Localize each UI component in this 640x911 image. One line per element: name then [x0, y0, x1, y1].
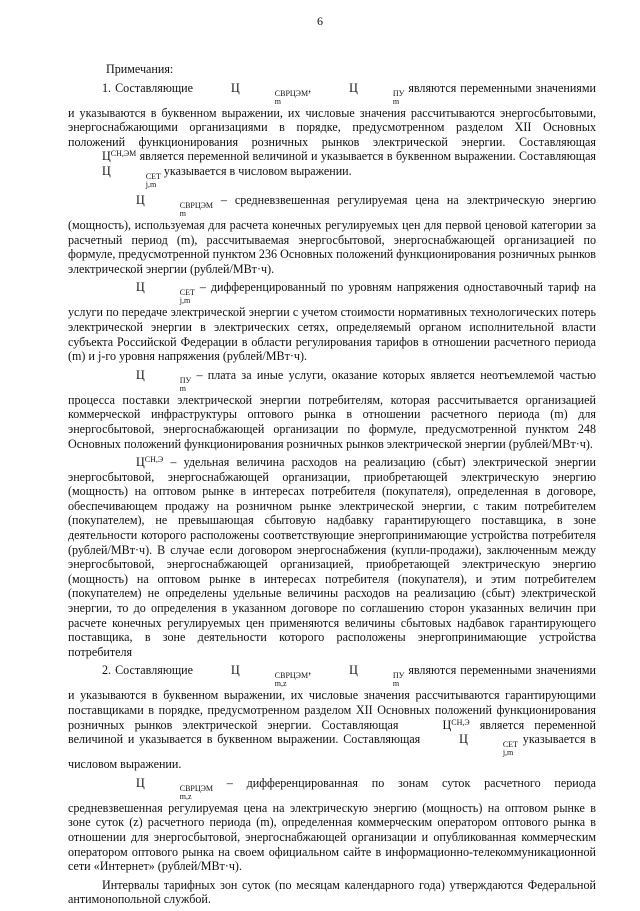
note-2-body: являются переменными значениями и указываются в буквенном выражении, их числовые значения рассчитываются гарантирующими поставщиками в порядке, предусмотренном разделом XII Основных положений функционирования розничных рынков электрической энергии. Составляющая [68, 663, 596, 732]
definition-svrcem-z: Ц СВРЦЭМ m,z – дифференцированная по зонам суток расчетного периода средневзвешенная регулируемая цена на электрическую энергию (мощность) на оптовом рынке в зоне суток (z) расчетного периода (m), определенная коммерческим оператором оптового рынка в отношении для энергосбытовой, энергоснабжающей организации и опубликованная коммерческим оператором оптового рынка на своем официальном сайте в информационно-телекоммуникационной сети «Интернет» (рублей/МВт·ч). [68, 775, 596, 874]
symbol-c-pu-m: Ц ПУ m [349, 80, 405, 106]
symbol-c-set-jm: Ц СЕТ j,m [459, 732, 518, 758]
definition-svrcem: Ц СВРЦЭМ m – средневзвешенная регулируемая цена на электрическую энергию (мощность), используемая для расчета конечных регулируемых цен для первой ценовой категории за расчетный период (m), рассчитываемая энергосбытовой, энергоснабжающей организацией по формуле, предусмотренной пунктом 236 Основных положений функционирования розничных рынков электрической энергии (рублей/МВт·ч). [68, 192, 596, 276]
symbol-c-set-jm: Ц СЕТ j,m [102, 163, 161, 189]
definition-set: Ц СЕТ j,m – дифференцированный по уровням напряжения одноставочный тариф на услуги по передаче электрической энергии с учетом стоимости нормативных технологических потерь электрической энергии в электрических сетях, определяемый органом исполнительной власти субъекта Российской Федерации в области регулирования тарифов в отношении расчетного периода (m) и j-го уровня напряжения (рублей/МВт·ч). [68, 280, 596, 364]
note-1-intro: 1. Составляющие [102, 80, 198, 95]
note-1-body-2: является переменной величиной и указывается в буквенном выражении. Составляющая [136, 149, 596, 164]
symbol-c-pu-m: Ц ПУ m [349, 663, 405, 689]
symbol-c-sn-e: $Ц^{СН,Э}$ [442, 717, 470, 732]
page-number: 6 [317, 14, 323, 28]
symbol-c-sn-em: $Ц^{СН,ЭМ}$ [102, 149, 137, 164]
definition-sne: $Ц^{СН,Э}$ – удельная величина расходов на реализацию (сбыт) электрической энергии энергосбытовой, энергоснабжающей организации, приобретающей электрическую энергию (мощность) на оптовом рынке в интересах потребителя (покупателя), определенная в договоре, обеспечивающем продажу на розничном рынке электрической энергии, с таким потребителем (покупателем), не превышающая сбытовую надбавку гарантирующего поставщика, в зоне деятельности которого расположены соответствующие энергопринимающие устройства потребителя (рублей/МВт·ч). В случае если договором энергоснабжения (купли-продажи), заключенным между энергосбытовой, энергоснабжающей организацией, приобретающей электрическую энергию (мощность) на оптовом рынке в интересах потребителя (покупателя), и этим потребителем (покупателем) не определены удельные величины расходов на реализацию (сбыт) электрической энергии, то до определения в указанном договоре по соглашению сторон указанных величин при расчете конечных регулируемых цен применяются величины сбытовых надбавок гарантирующего поставщика, в зоне деятельности которого расположены энергопринимающие устройства потребителя [68, 455, 596, 659]
note-2-paragraph: 2. Составляющие Ц СВРЦЭМ m,z , Ц ПУ m являются переменными значениями и указываются в буквенном выражении, их числовые значения рассчитываются гарантирующими поставщиками в порядке, предусмотренном разделом XII Основных положений функционирования розничных рынков электрической энергии. Составляющая $Ц^{СН,Э}$ является переменной величиной и указывается в буквенном выражении. Составляющая Ц СЕТ j,m указывается в числовом выражении. [68, 663, 596, 772]
note-2-intro: 2. Составляющие [102, 663, 198, 678]
note-1-end: указывается в числовом выражении. [160, 163, 352, 178]
definition-pu: Ц ПУ m – плата за иные услуги, оказание которых является неотъемлемой частью процесса поставки электрической энергии потребителям, которая рассчитывается организацией коммерческой инфраструктуры оптового рынка в отношении расчетного периода (m) для энергосбытовой, энергоснабжающей организации по формуле, предусмотренной пунктом 248 Основных положений функционирования розничных рынков электрической энергии (рублей/МВт·ч). [68, 367, 596, 451]
note-2-body-2: является переменной величиной и указывается в буквенном выражении. Составляющая [68, 717, 596, 747]
symbol-c-svrcem-m: Ц СВРЦЭМ m [136, 192, 214, 218]
note-1-paragraph: 1. Составляющие Ц СВРЦЭМ m , Ц ПУ m являются переменными значениями и указываются в буквенном выражении, их числовые значения рассчитываются энергосбытовыми, энергоснабжающими организациями в порядке, предусмотренном разделом XII Основных положений функционирования розничных рынков электрической энергии. Составляющая $Ц^{СН,ЭМ}$ является переменной величиной и указывается в буквенном выражении. Составляющая Ц СЕТ j,m указывается в числовом выражении. [68, 80, 596, 189]
note-2-end: указывается в числовом выражении. [68, 732, 596, 772]
symbol-c-sn-e: $Ц^{СН,Э}$ [136, 455, 164, 470]
symbol-c-svrcem-mz: Ц СВРЦЭМ m,z [231, 663, 309, 689]
notes-section [68, 62, 596, 911]
symbol-c-svrcem-mz: Ц СВРЦЭМ m,z [136, 775, 214, 801]
symbol-c-set-jm: Ц СЕТ j,m [136, 280, 195, 306]
note-1-body: являются переменными значениями и указываются в буквенном выражении, их числовые значения рассчитываются энергосбытовыми, энергоснабжающими организациями в порядке, предусмотренном разделом XII Основных положений функционирования розничных рынков электрической энергии. Составляющая [68, 80, 596, 149]
final-paragraph: Интервалы тарифных зон суток (по месяцам календарного года) утверждаются Федеральной антимонопольной службой. [68, 877, 596, 907]
symbol-c-pu-m: Ц ПУ m [136, 367, 192, 393]
symbol-c-svrcem-m: Ц СВРЦЭМ m [231, 80, 309, 106]
notes-heading: Примечания: [106, 62, 174, 76]
